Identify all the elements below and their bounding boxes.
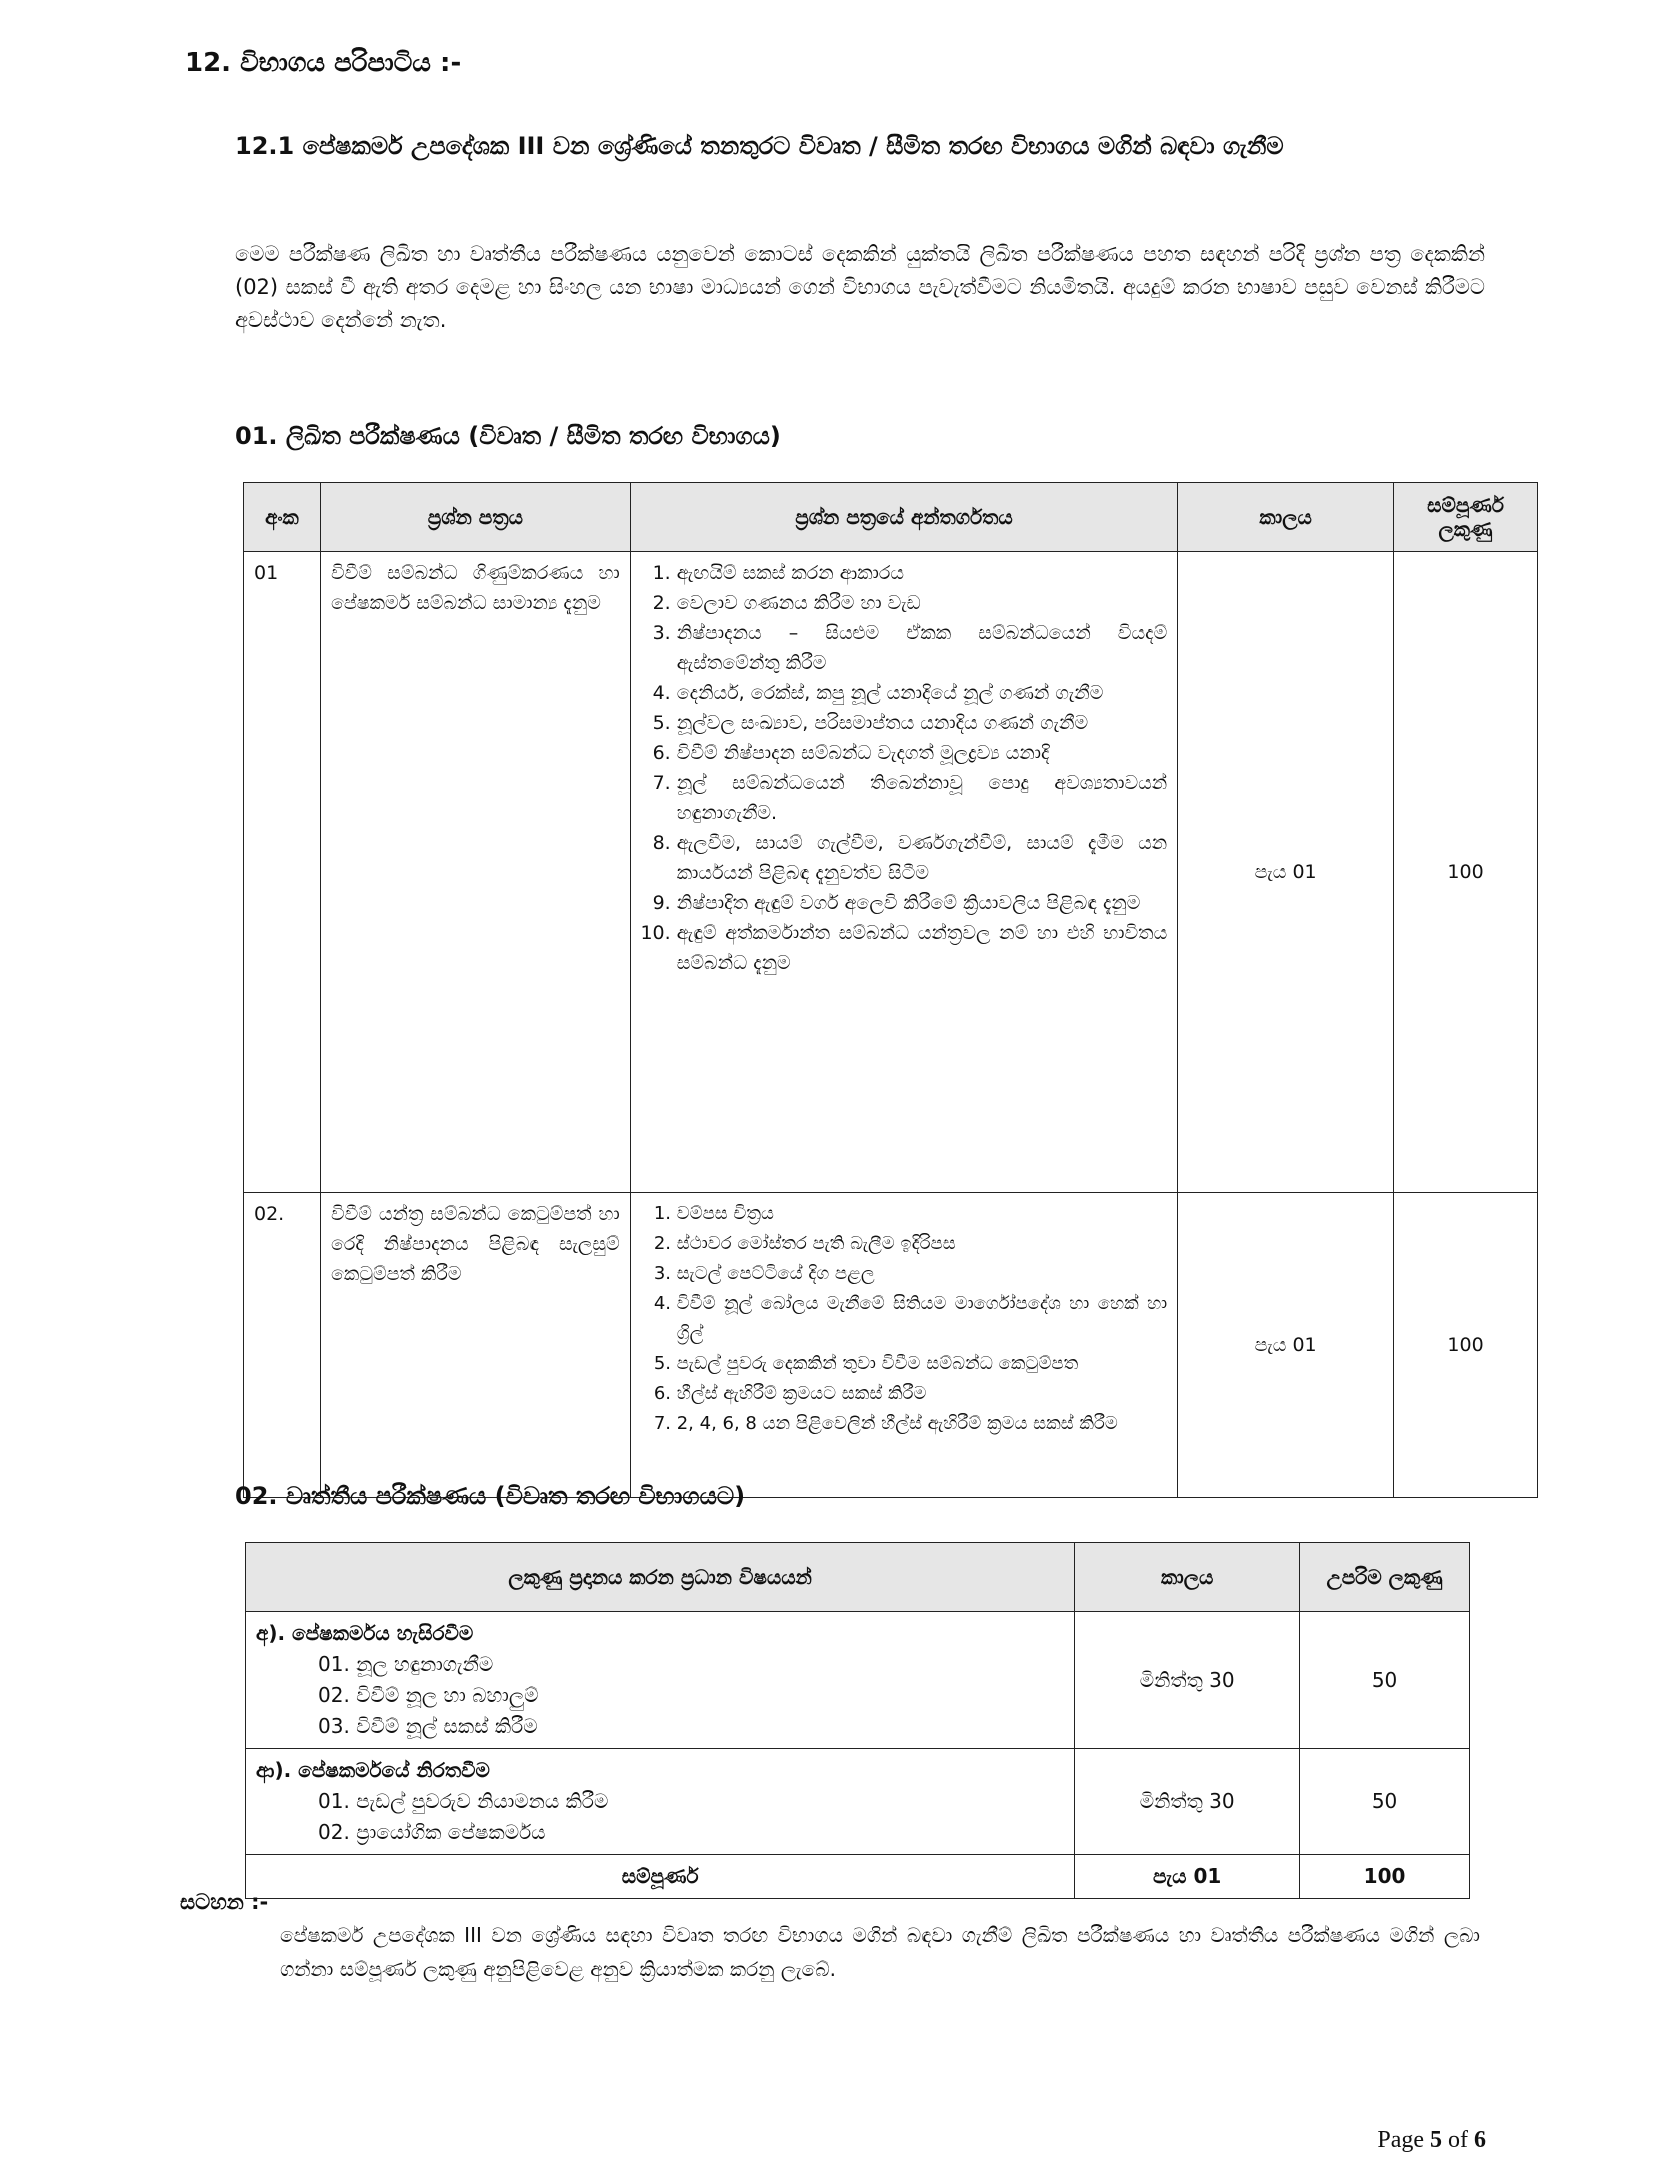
list-item: 02. ප්‍රායෝගික පේෂකර්මය xyxy=(318,1820,546,1844)
header-content: ප්‍රශ්න පත්‍රයේ අන්තර්ගතය xyxy=(630,483,1178,552)
table-row xyxy=(246,1749,1470,1855)
row-no: 01 xyxy=(244,552,321,1193)
list-item: 1. ඇඟයිම් සකස් කරන ආකාරය xyxy=(677,558,1168,588)
list-item: 3. නිෂ්පාදනය – සියළුම ඒකක සම්බන්ධයෙන් වියදම් ඇස්තමේන්තු කිරීම xyxy=(677,618,1168,678)
group-time: මිනිත්තු 30 xyxy=(1075,1749,1300,1855)
total-marks: 100 xyxy=(1300,1855,1470,1899)
header-subject: ලකුණු ප්‍රදානය කරන ප්‍රධාන විෂයයන් xyxy=(246,1543,1075,1612)
practical-exam-heading: 02. වෘත්තීය පරීක්ෂණය (විවෘත තරඟ විභාගයට) xyxy=(235,1482,746,1510)
list-item: 6. හීල්ස් ඇහිරීම් ක්‍රමයට සකස් කිරීම xyxy=(677,1379,1168,1409)
list-item: 02. විවීම් නූල හා බහාලුම් xyxy=(318,1683,539,1707)
page-word: Page xyxy=(1377,2127,1424,2153)
of-word: of xyxy=(1448,2127,1468,2153)
list-item: 1. වම්පස චිත්‍රය xyxy=(677,1199,1168,1229)
list-item: 2. ස්ථාවර මෝස්තර පැති බැලීම ඉදිරිපස xyxy=(677,1229,1168,1259)
row-marks: 100 xyxy=(1394,552,1538,1193)
table-row xyxy=(246,1612,1470,1749)
note-text: පේෂකර්ම උපදේශක III වන ශ්‍රේණිය සඳහා විවෘත තරඟ විභාගය මගින් බඳවා ගැනීම් ලිඛිත පරීක්ෂණය හා වෘත්තීය පරීක්ෂණය මගින් ලබා ගන්නා සම්පූර්ණ ලකුණු අනුපිළිවෙළ අනුව ක්‍රියාත්මක කරනු ලැබේ. xyxy=(280,1923,1480,1981)
row-no: 02. xyxy=(244,1193,321,1498)
page-current: 5 xyxy=(1430,2127,1442,2153)
list-item: 5. පැඩල් පුවරු දෙකකින් තුවා විවීම සම්බන්ධ කෙටුම්පත xyxy=(677,1349,1168,1379)
header-time: කාලය xyxy=(1178,483,1394,552)
header-paper: ප්‍රශ්න පත්‍රය xyxy=(320,483,630,552)
header-marks: සම්පූර්ණ ලකුණු xyxy=(1394,483,1538,552)
list-item: 7. නූල් සම්බන්ධයෙන් තිබෙන්නාවූ පොදු අවශ්‍යතාවයන් හඳුනාගැනීම. xyxy=(677,768,1168,828)
list-item: 5. නූල්වල සංඛ්‍යාව, පරිසමාප්තය යනාදිය ගණන් ගැනීම xyxy=(677,708,1168,738)
list-item: 9. නිෂ්පාදිත ඇඳුම් වර්ග අලෙවි කිරීමේ ක්‍රියාවලිය පිළිබඳ දැනුම xyxy=(677,888,1168,918)
row-time: පැය 01 xyxy=(1178,1193,1394,1498)
row-content xyxy=(630,552,1178,1193)
group-title: අ). පේෂකර්මය හැසිරවීම xyxy=(256,1621,474,1645)
group-cell xyxy=(246,1749,1075,1855)
note-heading: සටහන :- xyxy=(180,1890,269,1914)
sub-heading: 12.1 පේෂකර්ම උපදේශක III වන ශ්‍රේණියේ තනතුරට විවෘත / සීමිත තරඟ විභාගය මගින් බඳවා ගැනීම xyxy=(235,132,1284,160)
total-time: පැය 01 xyxy=(1075,1855,1300,1899)
intro-paragraph: මෙම පරීක්ෂණ ලිඛිත හා වෘත්තීය පරීක්ෂණය යනුවෙන් කොටස් දෙකකින් යුක්තයි ලිඛිත පරීක්ෂණය පහත සඳහන් පරිදි ප්‍රශ්න පත්‍ර දෙකකින් (02) සකස් වී ඇති අතර දෙමළ හා සිංහල යන භාෂා මාධ්‍යයන් ගෙන් විභාගය පැවැත්වීමට නියමිතයි. අයදුම් කරන භාෂාව පසුව වෙනස් කිරීමට අවස්ථාව දෙන්නේ නැත. xyxy=(235,242,1485,332)
list-item: 2. වෙලාව ගණනය කිරීම හා වැඩ xyxy=(677,588,1168,618)
group-title: ආ). පේෂකර්මයේ නිරතවීම xyxy=(256,1758,490,1782)
written-exam-table xyxy=(243,482,1538,1498)
section-heading: 12. විභාගය පරිපාටිය :- xyxy=(185,48,462,78)
table-row xyxy=(244,1193,1538,1498)
list-item: 8. ඇලවීම, සායම් ගැල්වීම, වර්ණගැන්වීම්, සායම් දැමීම යන කාර්යයන් පිළිබඳ දැනුවත්ව සිටීම xyxy=(677,828,1168,888)
row-paper: විවීම් සම්බන්ධ ගිණුම්කරණය හා පේෂකර්ම සම්බන්ධ සාමාන්‍ය දැනුම xyxy=(320,552,630,1193)
list-item: 01. නූල හඳුනාගැනීම xyxy=(318,1652,494,1676)
list-item: 7. 2, 4, 6, 8 යන පිළිවෙලින් හීල්ස් ඇහිරීම් ක්‍රමය සකස් කිරීම xyxy=(677,1409,1168,1439)
list-item: 03. විවීම් නූල් සකස් කිරීම xyxy=(318,1714,538,1738)
table-header-row xyxy=(244,483,1538,552)
row-content xyxy=(630,1193,1178,1498)
list-item: 3. සැටල් පෙට්ටියේ දිග පළල xyxy=(677,1259,1168,1289)
total-label: සම්පූර්ණ xyxy=(246,1855,1075,1899)
row-paper: විවීම් යන්ත්‍ර සම්බන්ධ කෙටුම්පත් හා රෙදි නිෂ්පාදනය පිළිබඳ සැලසුම් කෙටුම්පත් කිරීම xyxy=(320,1193,630,1498)
list-item: 4. දෙනියර්, රෙක්ස්, කපු නූල් යනාදියේ නූල් ගණන් ගැනීම xyxy=(677,678,1168,708)
list-item: 4. විවීම් නූල් බෝලය මැනීමේ සිතියම මාර්ගෝපදේශ හා හෙක් හා ග්‍රිල් xyxy=(677,1289,1168,1349)
header-time: කාලය xyxy=(1075,1543,1300,1612)
group-marks: 50 xyxy=(1300,1749,1470,1855)
row-marks: 100 xyxy=(1394,1193,1538,1498)
table-header-row xyxy=(246,1543,1470,1612)
written-exam-heading: 01. ලිඛිත පරීක්ෂණය (විවෘත / සීමිත තරඟ විභාගය) xyxy=(235,422,781,450)
page-number xyxy=(1377,2127,1486,2154)
total-row xyxy=(246,1855,1470,1899)
row-time: පැය 01 xyxy=(1178,552,1394,1193)
header-marks: උපරිම ලකුණු xyxy=(1300,1543,1470,1612)
table-row xyxy=(244,552,1538,1193)
list-item: 01. පැඩල් පුවරුව නියාමනය කිරීම xyxy=(318,1789,609,1813)
practical-exam-table xyxy=(245,1542,1470,1899)
list-item: 6. විවීම් නිෂ්පාදන සම්බන්ධ වැදගත් මූලද්‍රව්‍ය යනාදි xyxy=(677,738,1168,768)
group-marks: 50 xyxy=(1300,1612,1470,1749)
header-no: අංක xyxy=(244,483,321,552)
page-total: 6 xyxy=(1474,2127,1486,2153)
list-item: 10. ඇඳුම් අත්කර්මාන්ත සම්බන්ධ යන්ත්‍රවල නම් හා එහි භාවිතය සම්බන්ධ දැනුම xyxy=(677,918,1168,978)
group-cell xyxy=(246,1612,1075,1749)
group-time: මිනිත්තු 30 xyxy=(1075,1612,1300,1749)
